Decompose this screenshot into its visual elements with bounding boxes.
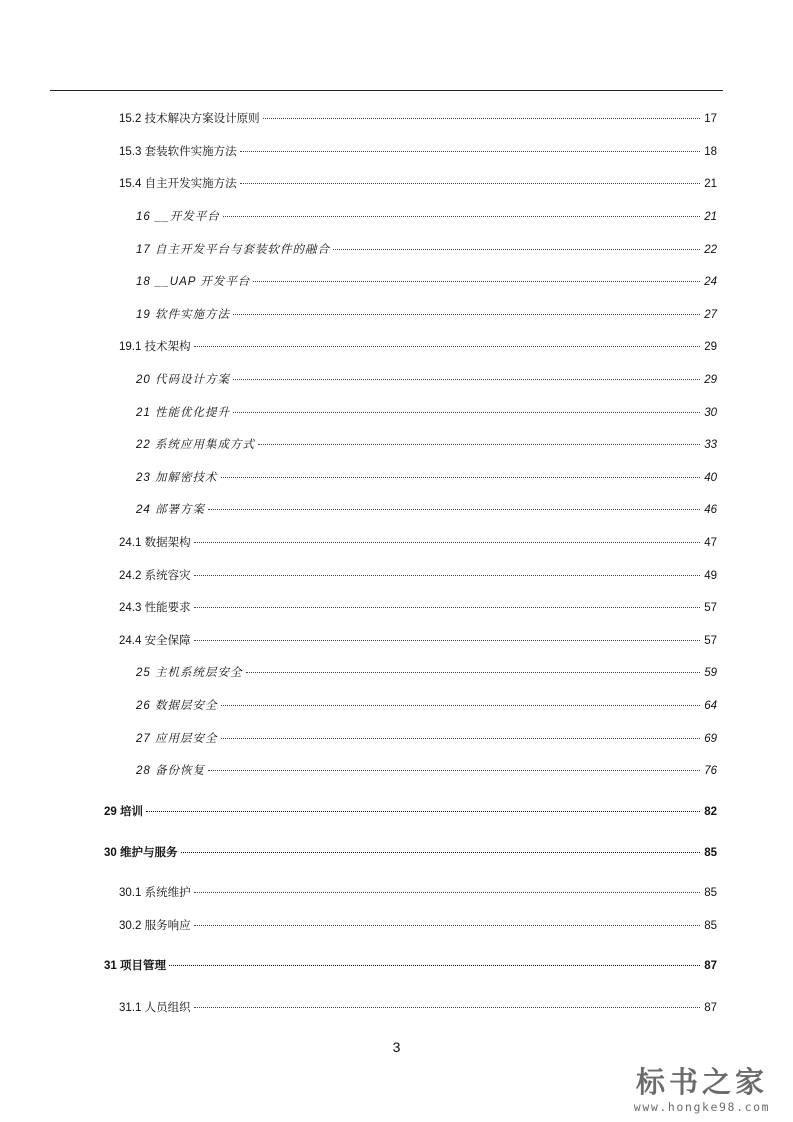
toc-dot-leader [194,575,701,576]
toc-entry-title: 30 维护与服务 [104,847,178,859]
toc-entry-title: 24.4 安全保障 [119,635,191,647]
watermark-url: www.hongke98.com [633,1100,771,1114]
toc-dot-leader [181,852,701,853]
toc-entry[interactable] [136,731,717,747]
toc-entry-title: 21 性能优化提升 [136,407,230,419]
watermark [627,1064,777,1114]
toc-entry-page: 21 [704,211,717,223]
toc-dot-leader [208,770,700,771]
toc-entry[interactable] [136,470,717,486]
toc-entry[interactable] [119,111,717,127]
toc-entry-title: 18 __UAP 开发平台 [136,276,251,288]
toc-entry[interactable] [119,918,717,934]
toc-entry[interactable] [119,339,717,355]
toc-entry-title: 24.1 数据架构 [119,537,191,549]
toc-dot-leader [221,477,701,478]
toc-dot-leader [194,640,701,641]
toc-entry-page: 49 [704,570,717,582]
toc-dot-leader [194,607,701,608]
toc-entry[interactable] [136,665,717,681]
toc-entry-page: 18 [704,146,717,158]
toc-dot-leader [233,314,700,315]
toc-entry[interactable] [136,502,717,518]
toc-entry-page: 47 [704,537,717,549]
toc-entry[interactable] [119,568,717,584]
watermark-logo: 标书之家 [635,1065,768,1099]
toc-entry-page: 64 [704,700,717,712]
toc-entry-title: 23 加解密技术 [136,472,218,484]
toc-dot-leader [240,183,701,184]
toc-entry-page: 69 [704,733,717,745]
toc-entry-page: 27 [704,309,717,321]
toc-entry-page: 85 [704,887,717,899]
toc-entry-page: 57 [704,635,717,647]
toc-entry-title: 30.2 服务响应 [119,920,191,932]
toc-entry[interactable] [119,885,717,901]
toc-entry[interactable] [136,405,717,421]
toc-dot-leader [208,509,700,510]
toc-entry-page: 30 [704,407,717,419]
toc-dot-leader [194,925,701,926]
toc-dot-leader [258,444,700,445]
toc-dot-leader [194,1007,701,1008]
toc-entry-title: 29 培训 [104,806,143,818]
toc-entry-title: 25 主机系统层安全 [136,667,243,679]
toc-dot-leader [263,118,701,119]
toc-dot-leader [333,249,700,250]
toc-entry[interactable] [119,600,717,616]
page-number: 3 [392,1039,401,1055]
toc-dot-leader [246,672,701,673]
toc-dot-leader [223,216,700,217]
toc-dot-leader [194,892,701,893]
toc-dot-leader [221,738,701,739]
toc-entry-title: 19 软件实施方法 [136,309,230,321]
toc-entry-title: 28 备份恢复 [136,765,205,777]
toc-entry[interactable] [119,1000,717,1016]
toc-entry[interactable] [136,698,717,714]
toc-entry-title: 22 系统应用集成方式 [136,439,255,451]
toc-dot-leader [233,379,700,380]
toc-entry-page: 40 [704,472,717,484]
toc-entry[interactable] [136,209,717,225]
toc-entry-page: 82 [704,806,717,818]
toc-entry-page: 59 [704,667,717,679]
toc-entry[interactable] [119,535,717,551]
toc-entry-page: 46 [704,504,717,516]
toc-entry-page: 87 [704,1002,717,1014]
toc-entry-page: 17 [704,113,717,125]
toc-entry-page: 85 [704,920,717,932]
toc-entry-page: 33 [704,439,717,451]
toc-dot-leader [240,151,701,152]
toc-entry-title: 31 项目管理 [104,960,166,972]
toc-entry-title: 26 数据层安全 [136,700,218,712]
toc-entry-page: 29 [704,374,717,386]
toc-entry-title: 16 __开发平台 [136,211,220,223]
toc-entry[interactable] [119,144,717,160]
toc-entry-page: 76 [704,765,717,777]
toc-dot-leader [221,705,701,706]
toc-entry-title: 27 应用层安全 [136,733,218,745]
toc-entry-title: 20 代码设计方案 [136,374,230,386]
toc-entry-title: 19.1 技术架构 [119,341,191,353]
toc-entry[interactable] [104,958,717,974]
toc-entry[interactable] [119,633,717,649]
toc-dot-leader [146,811,700,812]
toc-entry[interactable] [136,307,717,323]
toc-entry-page: 85 [704,847,717,859]
toc-entry-page: 87 [704,960,717,972]
toc-entry[interactable] [119,176,717,192]
toc-entry[interactable] [136,437,717,453]
toc-entry-page: 29 [704,341,717,353]
toc-entry-title: 15.3 套装软件实施方法 [119,146,237,158]
toc-entry[interactable] [136,372,717,388]
toc-dot-leader [194,542,701,543]
toc-entry[interactable] [104,804,717,820]
toc-entry[interactable] [104,845,717,861]
toc-entry-page: 24 [704,276,717,288]
toc-dot-leader [169,965,700,966]
toc-entry-title: 24.3 性能要求 [119,602,191,614]
toc-dot-leader [194,346,701,347]
toc-entry-title: 31.1 人员组织 [119,1002,191,1014]
toc-entry[interactable] [136,763,717,779]
toc-entry-page: 22 [704,244,717,256]
toc-entry-page: 57 [704,602,717,614]
toc-entry[interactable] [136,274,717,290]
toc-entry[interactable] [136,242,717,258]
toc-entry-page: 21 [704,178,717,190]
toc-dot-leader [233,412,700,413]
toc-entry-title: 17 自主开发平台与套装软件的融合 [136,244,330,256]
header-rule [50,90,723,91]
toc-entry-title: 15.2 技术解决方案设计原则 [119,113,260,125]
toc-entry-title: 15.4 自主开发实施方法 [119,178,237,190]
toc-entry-title: 30.1 系统维护 [119,887,191,899]
toc-entry-title: 24 部署方案 [136,504,205,516]
toc-entry-title: 24.2 系统容灾 [119,570,191,582]
toc-dot-leader [253,281,700,282]
